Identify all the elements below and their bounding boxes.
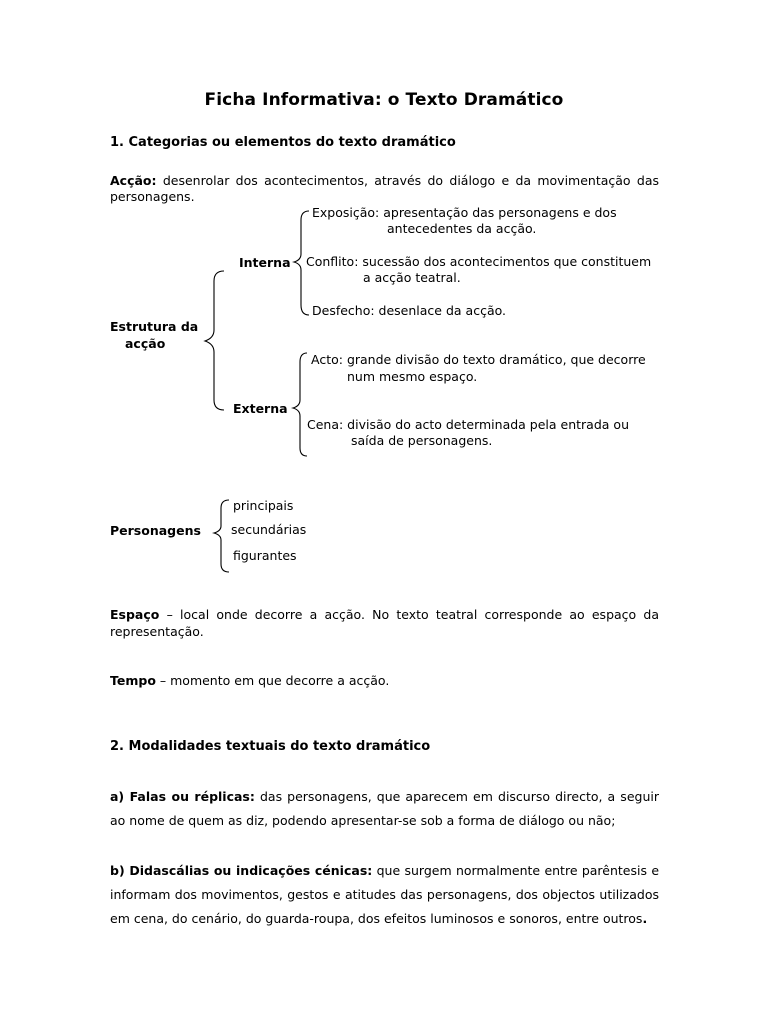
personagens-item: principais	[233, 498, 294, 513]
interna-label: Interna	[239, 255, 291, 270]
estrutura-brace	[205, 271, 224, 410]
cena-line-1: Cena: divisão do acto determinada pela entrada ou	[307, 417, 629, 432]
page-title: Ficha Informativa: o Texto Dramático	[204, 90, 564, 110]
didascalias-line-2: informam dos movimentos, gestos e atitudes das personagens, dos objectos utilizados	[110, 887, 659, 902]
didascalias-end: .	[642, 911, 648, 926]
didascalias-line-1	[110, 859, 659, 883]
espaco-line-1	[110, 606, 659, 623]
conflito-line-1: Conflito: sucessão dos acontecimentos que constituem	[306, 254, 652, 269]
didascalias-term: b) Didascálias ou indicações cénicas:	[110, 863, 373, 878]
externa-label: Externa	[233, 401, 288, 416]
accao-text: desenrolar dos acontecimentos, através do diálogo e da movimentação das	[162, 173, 659, 188]
tempo-line	[110, 672, 389, 689]
personagens-label: Personagens	[110, 523, 201, 538]
section-1-heading: 1. Categorias ou elementos do texto dramático	[110, 135, 456, 150]
tempo-text: – momento em que decorre a acção.	[159, 673, 390, 688]
tempo-term: Tempo	[110, 673, 156, 688]
falas-text: das personagens, que aparecem em discurso directo, a seguir	[259, 789, 659, 804]
desfecho-line: Desfecho: desenlace da acção.	[312, 303, 507, 318]
didascalias-text: que surgem normalmente entre parêntesis e	[376, 863, 660, 878]
didascalias-text-3: em cena, do cenário, do guarda-roupa, dos efeitos luminosos e sonoros, entre outros	[110, 911, 643, 926]
cena-line-2: saída de personagens.	[351, 433, 493, 448]
acto-line-1: Acto: grande divisão do texto dramático, que decorre	[311, 352, 646, 367]
accao-line-2: personagens.	[110, 189, 195, 204]
conflito-line-2: a acção teatral.	[363, 270, 461, 285]
section-2-heading: 2. Modalidades textuais do texto dramático	[110, 739, 431, 754]
externa-brace	[293, 353, 307, 456]
personagens-item: figurantes	[233, 548, 297, 563]
falas-line-1	[110, 785, 659, 809]
personagens-brace	[214, 500, 229, 572]
estrutura-label-1: Estrutura da	[110, 319, 199, 334]
falas-term: a) Falas ou réplicas:	[110, 789, 255, 804]
espaco-term: Espaço	[110, 607, 160, 622]
didascalias-line-3	[110, 907, 647, 931]
espaco-text: – local onde decorre a acção. No texto teatral corresponde ao espaço da	[166, 607, 659, 622]
estrutura-label-2: acção	[125, 336, 166, 351]
espaco-line-2: representação.	[110, 624, 204, 639]
accao-term: Acção:	[110, 173, 157, 188]
acto-line-2: num mesmo espaço.	[347, 369, 478, 384]
falas-line-2: ao nome de quem as diz, podendo apresentar-se sob a forma de diálogo ou não;	[110, 813, 616, 828]
personagens-item: secundárias	[231, 522, 307, 537]
exposicao-line-1: Exposição: apresentação das personagens e dos	[312, 205, 617, 220]
exposicao-line-2: antecedentes da acção.	[387, 221, 537, 236]
